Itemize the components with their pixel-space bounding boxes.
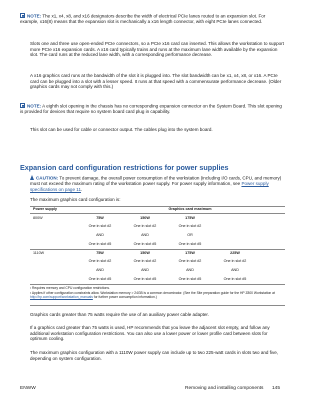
power-supply-1110w: 1110W [33, 251, 45, 255]
page-number: 145 [272, 386, 281, 391]
paragraph-aux-power: Graphics cards greater than 75 watts require the use of an auxiliary power cable adapter. [30, 312, 209, 317]
table-rule [30, 249, 285, 250]
paragraph-1110w-config: The maximum graphics configuration with a 1110W power supply can include up to two 225-watt cards in slots two and five, depending on system configuration. [30, 350, 279, 361]
warning-triangle-icon [30, 175, 34, 180]
slot-cell: One in slot #2 [178, 224, 202, 228]
note-1 [20, 13, 284, 25]
paragraph-open-ended-slots: Slots one and three use open-ended PCIe connectors, so a PCIe x16 card can inserted. This allows the workstation to support more PCIe x16 expansion cards. A x16 card typically trains and runs at the maximum lane width available by the expansion slot. The card runs at the reduced lane width, with a corresponding performance decrease. [30, 41, 284, 58]
slot-cell: One in slot #2 [88, 259, 112, 263]
paragraph-cable-slot: This slot can be used for cable or connector output. The cables plug into the system board. [30, 127, 213, 132]
slot-cell: One in slot #5 [178, 242, 202, 246]
conjunction-cell: AND [96, 233, 104, 237]
slot-cell: One in slot #2 [133, 259, 157, 263]
watt-label: 75W [96, 216, 104, 220]
watt-label: 150W [140, 251, 150, 255]
caution-box: CAUTION: To prevent damage, the overall power consumption of the workstation (including I/O cards, CPU, and memory) must not exceed the maximum rating of the workstation power supply. For power supply information, see Power supply specifications on page 11. [30, 175, 282, 192]
paragraph-bandwidth: A x16 graphics card runs at the bandwidth of the slot it is plugged into. The slot bandwidth can be x1, x4, x8, or x16. A PCIe card can be plugged into a slot with a lesser speed. It runs at that speed with a commensurate performance decrease. (Older graphics cards may not comply with this.) [30, 73, 282, 90]
note-icon [20, 13, 25, 18]
conjunction-cell: AND [141, 233, 149, 237]
conjunction-cell: AND [96, 268, 104, 272]
footer-left: ENWW [20, 386, 36, 391]
watt-label: 75W [96, 251, 104, 255]
table-rule [30, 305, 285, 306]
workstation-manuals-link[interactable]: http://hp.com/support/workstation_manuals [30, 295, 93, 300]
conjunction-cell: AND [231, 268, 239, 272]
slot-cell: One in slot #2 [88, 224, 112, 228]
table-intro: The maximum graphics card configuration is: [30, 197, 121, 202]
conjunction-cell: AND [141, 268, 149, 272]
footnote-2: ² Applies if other configuration constraints allow. Workstation memory > 24GB is a common denominator. (See the Site preparation guide for the HP Z800 Workstation at http://hp.com/support/workstation_manuals for further power consumption information.) [30, 291, 275, 300]
slot-cell: One in slot #5 [133, 242, 157, 246]
note-text: A eighth slot opening in the chassis has no corresponding expansion connector on the System Board. This slot opening is provided for devices that require no system board card plug in capability. [20, 103, 282, 115]
table-rule [30, 213, 285, 214]
header-power-supply: Power supply [33, 207, 57, 211]
power-supply-spec-link[interactable]: Power supply specifications on page 11 [30, 181, 269, 192]
table-rule [30, 284, 285, 285]
watt-label: 175W [185, 216, 195, 220]
slot-cell: One in slot #2 [223, 259, 247, 263]
caution-label: CAUTION: [36, 175, 59, 181]
slot-cell: One in slot #5 [223, 277, 247, 281]
conjunction-cell: OR [187, 233, 193, 237]
slot-cell: One in slot #5 [178, 277, 202, 281]
conjunction-cell: AND [186, 268, 194, 272]
note-2 [20, 103, 284, 115]
power-supply-800w: 800W [33, 216, 43, 220]
header-graphics-max: Graphics card maximum [168, 207, 212, 211]
note-label: NOTE: [27, 103, 42, 109]
slot-cell: One in slot #2 [133, 224, 157, 228]
watt-label: 150W [140, 216, 150, 220]
note-label: NOTE: [27, 13, 42, 19]
slot-cell: One in slot #5 [88, 242, 112, 246]
footer-section-title: Removing and installing components [185, 386, 264, 391]
note-icon [20, 103, 25, 108]
note-text: The x1, x4, x8, and x16 designators describe the width of electrical PCIe lanes routed to an expansion slot. For example, x16(8) means that the expansion slot is mechanically a x16 length connector, with eight PCIe lanes connected. [20, 13, 266, 25]
caution-text: To prevent damage, the overall power consumption of the workstation (including I/O cards, CPU, and memory) must not exceed the maximum rating of the workstation power supply. For power supply information, see [30, 175, 282, 187]
footnote-1: ¹ Requires memory and CPU configuration restrictions. [30, 286, 110, 290]
slot-cell: One in slot #5 [133, 277, 157, 281]
section-heading: Expansion card configuration restrictions for power supplies [20, 163, 229, 172]
slot-cell: One in slot #5 [88, 277, 112, 281]
watt-label: 175W [185, 251, 195, 255]
slot-cell: One in slot #2 [178, 259, 202, 263]
paragraph-adjacent-slot: If a graphics card greater than 75 watts is used, HP recommends that you leave the adjacent slot empty, and follow any additional workstation configuration restrictions. You can also use a lower power or lower profile card between slots for optimum cooling. [30, 325, 270, 342]
watt-label: 225W [230, 251, 240, 255]
